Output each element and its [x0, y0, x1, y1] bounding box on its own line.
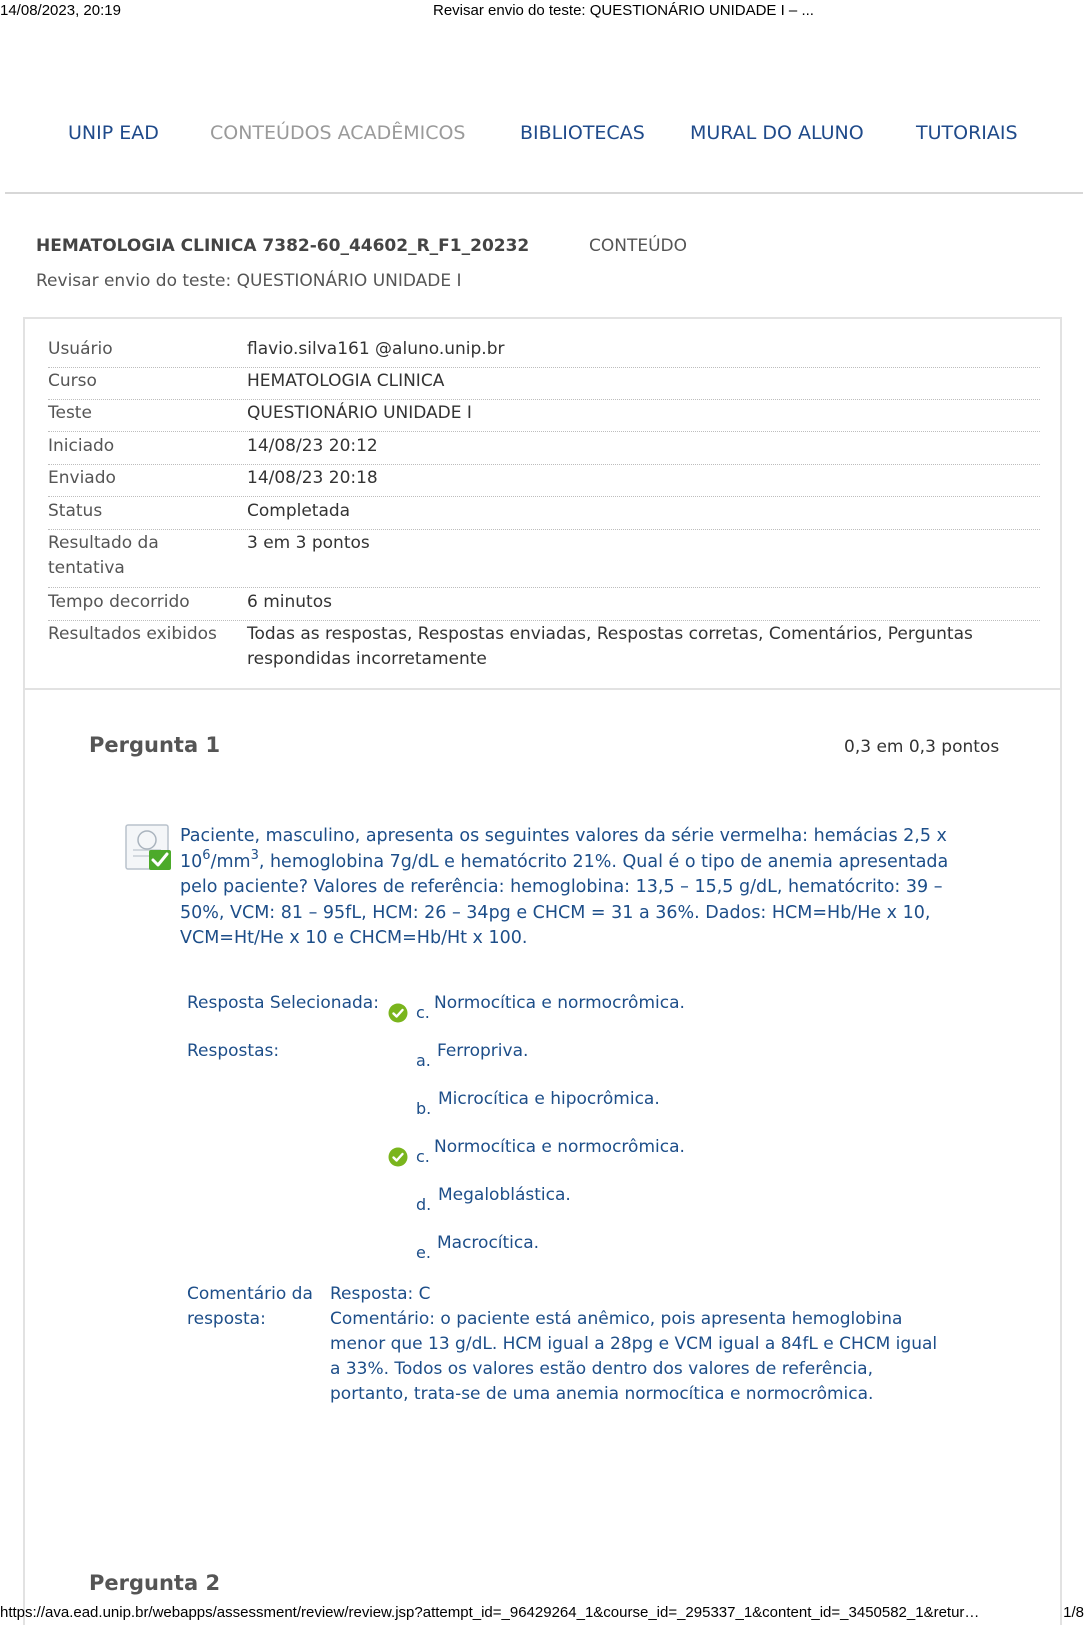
detail-value: Completada — [247, 501, 351, 521]
detail-label: Resultado da tentativa — [48, 533, 159, 578]
option-text: Normocítica e normocrômica. — [434, 993, 685, 1013]
detail-row-enviado — [48, 466, 1040, 497]
question-title: Pergunta 2 — [89, 1571, 221, 1595]
detail-label: Tempo decorrido — [48, 592, 190, 612]
check-circle-icon — [388, 1147, 408, 1167]
detail-label: Teste — [48, 403, 92, 423]
answer-comment-label: Comentário da resposta: — [187, 1284, 313, 1329]
content-link[interactable]: CONTEÚDO — [589, 236, 688, 256]
nav-unip-ead[interactable]: UNIP EAD — [68, 122, 159, 144]
detail-row-iniciado — [48, 434, 1040, 465]
detail-label: Resultados exibidos — [48, 624, 217, 644]
detail-row-curso — [48, 369, 1040, 400]
option-letter: d. — [416, 1195, 432, 1214]
option-letter: b. — [416, 1099, 432, 1118]
detail-row-teste — [48, 401, 1040, 432]
nav-conteudos-academicos[interactable]: CONTEÚDOS ACADÊMICOS — [210, 122, 466, 144]
detail-label: Status — [48, 501, 103, 521]
detail-row-usuario — [48, 337, 1040, 368]
option-text: Normocítica e normocrômica. — [434, 1137, 685, 1157]
nav-tutoriais[interactable]: TUTORIAIS — [916, 122, 1018, 144]
answers-label: Respostas: — [187, 1041, 280, 1061]
detail-row-tempo — [48, 590, 1040, 621]
page-subtitle: Revisar envio do teste: QUESTIONÁRIO UNIDADE I — [36, 271, 462, 291]
question-superscript: 6 — [202, 847, 211, 863]
top-navigation — [0, 118, 1084, 152]
option-text: Macrocítica. — [437, 1233, 540, 1253]
question-text-part: /mm — [210, 851, 251, 872]
option-letter: e. — [416, 1243, 431, 1262]
nav-divider — [5, 192, 1083, 194]
question-text — [180, 824, 980, 952]
option-letter: a. — [416, 1051, 431, 1070]
detail-value: HEMATOLOGIA CLINICA — [247, 371, 445, 391]
question-correct-icon — [125, 824, 173, 872]
print-url: https://ava.ead.unip.br/webapps/assessment/review/review.jsp?attempt_id=_96429264_1&course_id=_295337_1&content_id=_3450582_1&retur… — [0, 1604, 980, 1621]
detail-value: flavio.silva161 @aluno.unip.br — [247, 339, 505, 359]
option-text: Ferropriva. — [437, 1041, 529, 1061]
question-superscript: 3 — [250, 847, 259, 863]
detail-value: 3 em 3 pontos — [247, 533, 370, 553]
detail-label: Enviado — [48, 468, 116, 488]
option-letter: c. — [416, 1003, 430, 1022]
detail-row-resultados-exibidos — [48, 622, 1040, 674]
submission-details — [23, 317, 1062, 690]
comment-body: Comentário: o paciente está anêmico, pois apresenta hemoglobina menor que 13 g/dL. HCM igual a 28pg e VCM igual a 84fL e CHCM igual a 33%. Todos os valores estão dentro dos valores de referência, portanto, trata-se de uma anemia normocítica e normocrômica. — [330, 1309, 938, 1404]
option-text: Microcítica e hipocrômica. — [438, 1089, 660, 1109]
detail-label: Usuário — [48, 339, 113, 359]
print-page-number: 1/8 — [1063, 1604, 1084, 1621]
check-circle-icon — [388, 1003, 408, 1023]
nav-mural-do-aluno[interactable]: MURAL DO ALUNO — [690, 122, 864, 144]
detail-value: 6 minutos — [247, 592, 332, 612]
question-score: 0,3 em 0,3 pontos — [844, 737, 1000, 757]
question-text-part: Paciente, masculino, apresenta os seguintes valores da série vermelha: hemácias 2,5 x 10 — [180, 826, 947, 872]
question-title: Pergunta 1 — [89, 733, 221, 757]
detail-value: Todas as respostas, Respostas enviadas, Respostas corretas, Comentários, Perguntas respondidas incorretamente — [247, 624, 973, 669]
option-text: Megaloblástica. — [438, 1185, 571, 1205]
detail-row-resultado — [48, 531, 1040, 588]
detail-value: QUESTIONÁRIO UNIDADE I — [247, 403, 472, 423]
option-letter: c. — [416, 1147, 430, 1166]
detail-value: 14/08/23 20:12 — [247, 436, 378, 456]
detail-value: 14/08/23 20:18 — [247, 468, 378, 488]
print-header — [0, 0, 1084, 24]
detail-row-status — [48, 499, 1040, 530]
answer-comment — [330, 1282, 950, 1407]
nav-bibliotecas[interactable]: BIBLIOTECAS — [520, 122, 645, 144]
print-datetime: 14/08/2023, 20:19 — [0, 2, 121, 19]
print-footer — [0, 1602, 1084, 1625]
course-title: HEMATOLOGIA CLINICA 7382-60_44602_R_F1_20232 — [36, 236, 530, 256]
question-text-part: , hemoglobina 7g/dL e hematócrito 21%. Qual é o tipo de anemia apresentada pelo paciente? Valores de referência: hemoglobina: 13,5 – 15,5 g/dL, hematócrito: 39 – 50%, VCM: 81 – 95fL, HCM: 26 – 34pg e CHCM = 31 a 36%. Dados: HCM=Hb/He x 10, VCM=Ht/He x 10 e CHCM=Hb/Ht x 100. — [180, 851, 949, 948]
detail-label: Curso — [48, 371, 97, 391]
print-title: Revisar envio do teste: QUESTIONÁRIO UNIDADE I – ... — [433, 2, 814, 19]
detail-label: Iniciado — [48, 436, 115, 456]
selected-answer-label: Resposta Selecionada: — [187, 993, 379, 1013]
comment-answer: Resposta: C — [330, 1284, 431, 1304]
